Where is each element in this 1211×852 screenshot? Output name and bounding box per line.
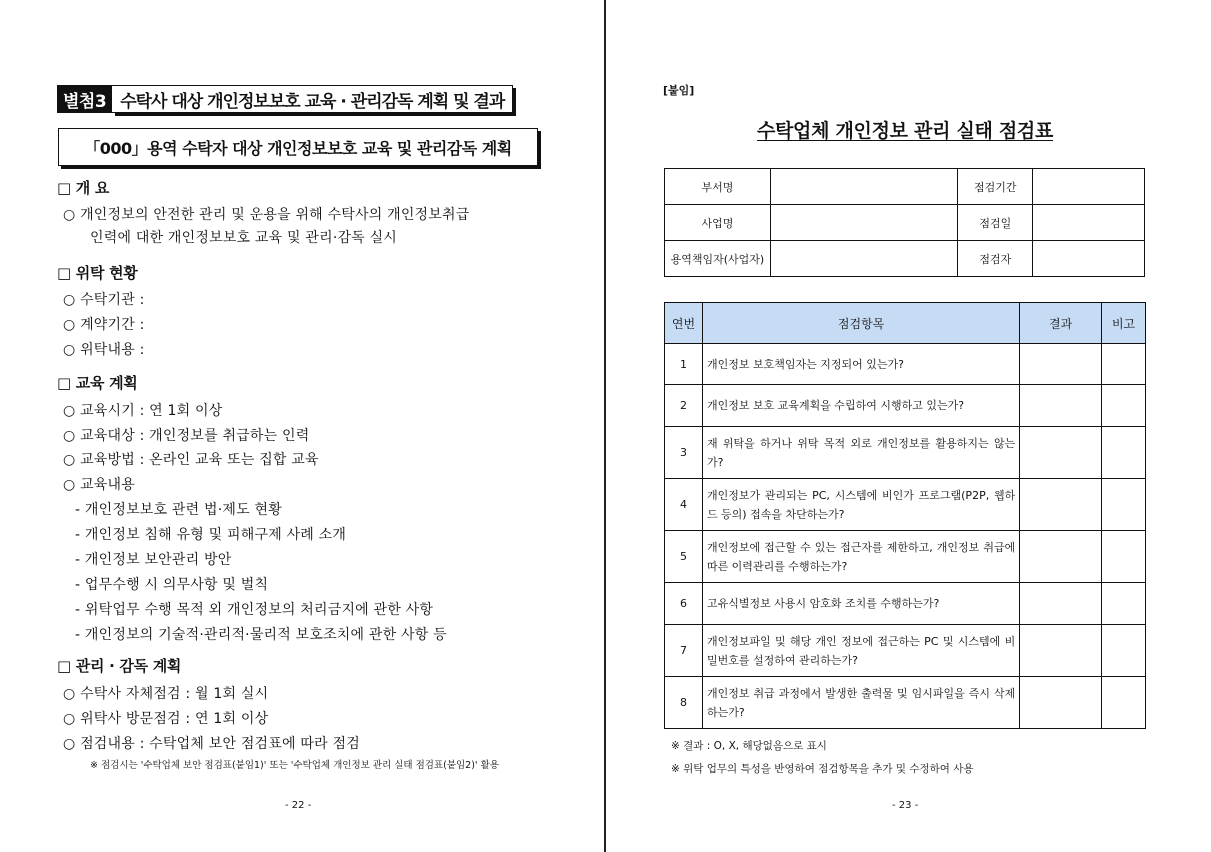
education-item: ○ 교육대상 : 개인정보를 취급하는 인력 [63,428,310,444]
row-no: 2 [665,385,703,427]
row-result [1020,531,1102,583]
row-item: 개인정보가 관리되는 PC, 시스템에 비인가 프로그램(P2P, 웹하드 등의) 접속을 차단하는가? [702,479,1019,531]
header-no: 연번 [665,303,703,344]
attachment-title: 수탁사 대상 개인정보보호 교육 · 관리감독 계획 및 결과 [112,85,513,113]
status-item: ○ 위탁내용 : [63,342,145,358]
overview-heading: □ 개 요 [57,179,110,197]
page-number: - 23 - [892,800,919,811]
row-remark [1102,625,1146,677]
overview-line: 인력에 대한 개인정보보호 교육 및 관리·감독 실시 [90,230,398,246]
checklist-table [664,302,1146,729]
row-result [1020,344,1102,385]
row-remark [1102,427,1146,479]
row-remark [1102,385,1146,427]
education-subitem: - 업무수행 시 의무사항 및 벌칙 [75,577,269,593]
row-remark [1102,531,1146,583]
checklist-title: 수탁업체 개인정보 관리 실태 점검표 [756,120,1054,142]
row-result [1020,479,1102,531]
attachment-tag: 별첨3 [57,85,112,113]
table-row [665,583,1146,625]
education-item: ○ 교육시기 : 연 1회 이상 [63,403,223,419]
table-row [665,344,1146,385]
management-item: ○ 위탁사 방문점검 : 연 1회 이상 [63,711,269,727]
education-item: ○ 교육내용 [63,477,135,493]
dept-label: 부서명 [665,169,771,205]
education-subitem: - 개인정보의 기술적·관리적·물리적 보호조치에 관한 사항 등 [75,627,447,643]
date-value [1033,205,1145,241]
management-item: ○ 수탁사 자체점검 : 월 1회 실시 [63,686,269,702]
business-label: 사업명 [665,205,771,241]
status-item: ○ 수탁기관 : [63,292,145,308]
row-item: 개인정보 보호 교육계획을 수립하여 시행하고 있는가? [702,385,1019,427]
table-row [665,385,1146,427]
attachment-header [57,85,513,113]
page-divider [604,0,606,852]
row-remark [1102,677,1146,729]
row-item: 재 위탁을 하거나 위탁 목적 외로 개인정보를 활용하지는 않는가? [702,427,1019,479]
inspector-label: 점검자 [958,241,1033,277]
row-item: 고유식별정보 사용시 암호화 조치를 수행하는가? [702,583,1019,625]
manager-value [770,241,958,277]
row-remark [1102,344,1146,385]
inspector-value [1033,241,1145,277]
education-subitem: - 개인정보보호 관련 법·제도 현황 [75,502,282,518]
dept-value [770,169,958,205]
row-item: 개인정보파일 및 해당 개인 정보에 접근하는 PC 및 시스템에 비밀번호를 설정하여 관리하는가? [702,625,1019,677]
management-heading: □ 관리 · 감독 계획 [57,657,182,675]
footnote: ※ 위탁 업무의 특성을 반영하여 점검항목을 추가 및 수정하여 사용 [671,763,974,775]
table-row [665,427,1146,479]
row-result [1020,625,1102,677]
row-item: 개인정보 취급 과정에서 발생한 출력물 및 임시파일을 즉시 삭제하는가? [702,677,1019,729]
row-no: 6 [665,583,703,625]
row-no: 1 [665,344,703,385]
plan-title: 「000」용역 수탁자 대상 개인정보보호 교육 및 관리감독 계획 [58,128,538,166]
row-no: 7 [665,625,703,677]
row-remark [1102,479,1146,531]
footnote: ※ 결과 : O, X, 해당없음으로 표시 [671,740,827,752]
row-result [1020,427,1102,479]
management-item: ○ 점검내용 : 수탁업체 보안 점검표에 따라 점검 [63,736,360,752]
table-row [665,479,1146,531]
overview-line: ○ 개인정보의 안전한 관리 및 운용을 위해 수탁사의 개인정보취급 [63,207,470,223]
row-no: 3 [665,427,703,479]
table-row [665,625,1146,677]
row-no: 5 [665,531,703,583]
header-item: 점검항목 [702,303,1019,344]
manager-label: 용역책임자(사업자) [665,241,771,277]
table-row [665,531,1146,583]
row-no: 4 [665,479,703,531]
business-value [770,205,958,241]
table-row [665,677,1146,729]
header-result: 결과 [1020,303,1102,344]
info-table [664,168,1145,277]
attachment-label: [붙임] [663,84,695,97]
date-label: 점검일 [958,205,1033,241]
status-heading: □ 위탁 현황 [57,264,138,282]
period-label: 점검기간 [958,169,1033,205]
education-item: ○ 교육방법 : 온라인 교육 또는 집합 교육 [63,452,319,468]
row-item: 개인정보에 접근할 수 있는 접근자를 제한하고, 개인정보 취급에 따른 이력관리를 수행하는가? [702,531,1019,583]
education-subitem: - 개인정보 침해 유형 및 피해구제 사례 소개 [75,527,347,543]
education-subitem: - 위탁업무 수행 목적 외 개인정보의 처리금지에 관한 사항 [75,602,434,618]
row-remark [1102,583,1146,625]
row-result [1020,385,1102,427]
header-remark: 비고 [1102,303,1146,344]
row-result [1020,677,1102,729]
row-item: 개인정보 보호책임자는 지정되어 있는가? [702,344,1019,385]
page-number: - 22 - [285,800,312,811]
education-subitem: - 개인정보 보안관리 방안 [75,552,232,568]
row-result [1020,583,1102,625]
education-heading: □ 교육 계획 [57,374,138,392]
management-note: ※ 점검시는 '수탁업체 보안 점검표(붙임1)' 또는 '수탁업체 개인정보 관리 실태 점검표(붙임2)' 활용 [90,760,499,771]
status-item: ○ 계약기간 : [63,317,145,333]
period-value [1033,169,1145,205]
row-no: 8 [665,677,703,729]
